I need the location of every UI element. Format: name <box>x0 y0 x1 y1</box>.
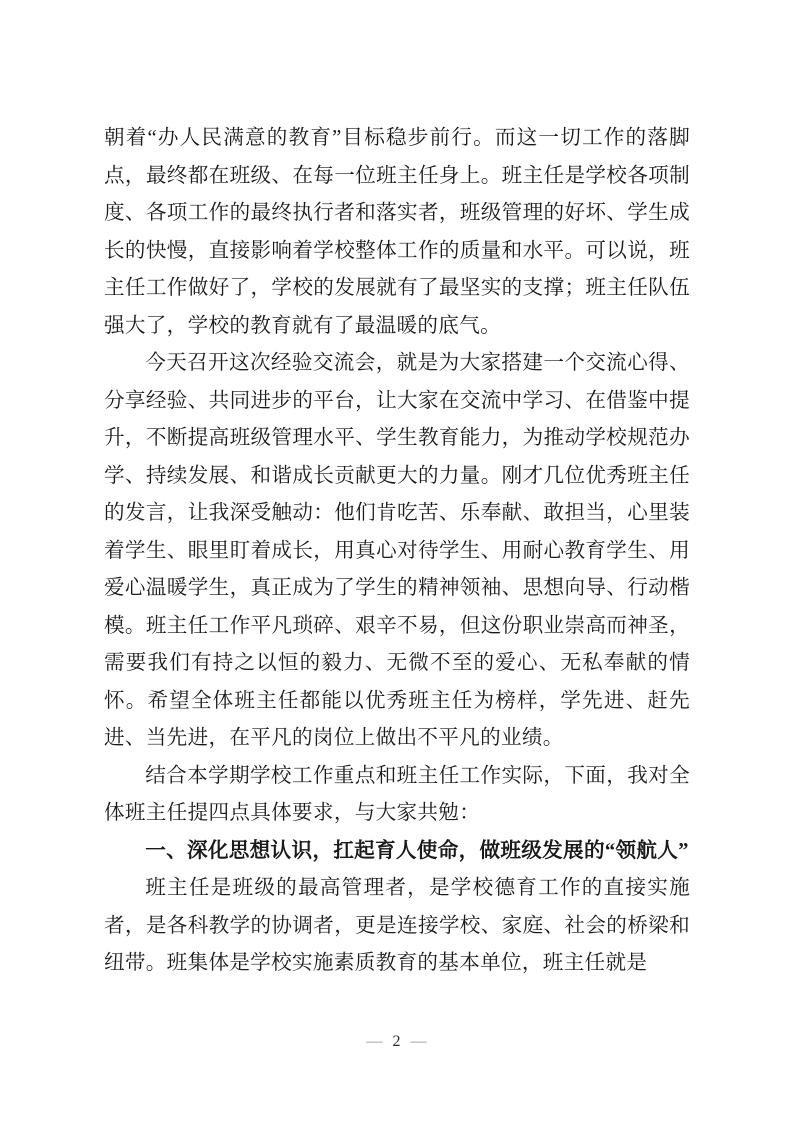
paragraph-four-requirements-intro: 结合本学期学校工作重点和班主任工作实际，下面，我对全体班主任提四点具体要求，与大家共勉： <box>104 764 690 824</box>
section-heading-1: 一、深化思想认识，扛起育人使命，做班级发展的“领航人” <box>145 839 689 862</box>
footer-left-dash: — <box>366 1033 383 1050</box>
page-number: 2 <box>392 1033 401 1050</box>
paragraph-continued-from-previous-page: 朝着“办人民满意的教育”目标稳步前行。而这一切工作的落脚点，最终都在班级、在每一位班主任身上。班主任是学校各项制度、各项工作的最终执行者和落实者，班级管理的好坏、学生成长的快慢，直接影响着学校整体工作的质量和水平。可以说，班主任工作做好了，学校的发展就有了最坚实的支撑；班主任队伍强大了，学校的教育就有了最温暖的底气。 <box>104 127 690 337</box>
page-footer <box>0 1032 793 1052</box>
paragraph-meeting-purpose: 今天召开这次经验交流会，就是为大家搭建一个交流心得、分享经验、共同进步的平台，让大家在交流中学习、在借鉴中提升，不断提高班级管理水平、学生教育能力，为推动学校规范办学、持续发展、和谐成长贡献更大的力量。刚才几位优秀班主任的发言，让我深受触动：他们肯吃苦、乐奉献、敢担当，心里装着学生、眼里盯着成长，用真心对待学生、用耐心教育学生、用爱心温暖学生，真正成为了学生的精神领袖、思想向导、行动楷模。班主任工作平凡琐碎、艰辛不易，但这份职业崇高而神圣，需要我们有持之以恒的毅力、无微不至的爱心、无私奉献的情怀。希望全体班主任都能以优秀班主任为榜样，学先进、赶先进、当先进，在平凡的岗位上做出不平凡的业绩。 <box>104 352 690 749</box>
document-body <box>104 120 690 983</box>
paragraph-role-of-class-teacher: 班主任是班级的最高管理者，是学校德育工作的直接实施者，是各科教学的协调者，更是连接学校、家庭、社会的桥梁和纽带。班集体是学校实施素质教育的基本单位，班主任就是 <box>104 877 690 974</box>
footer-right-dash: — <box>410 1033 427 1050</box>
